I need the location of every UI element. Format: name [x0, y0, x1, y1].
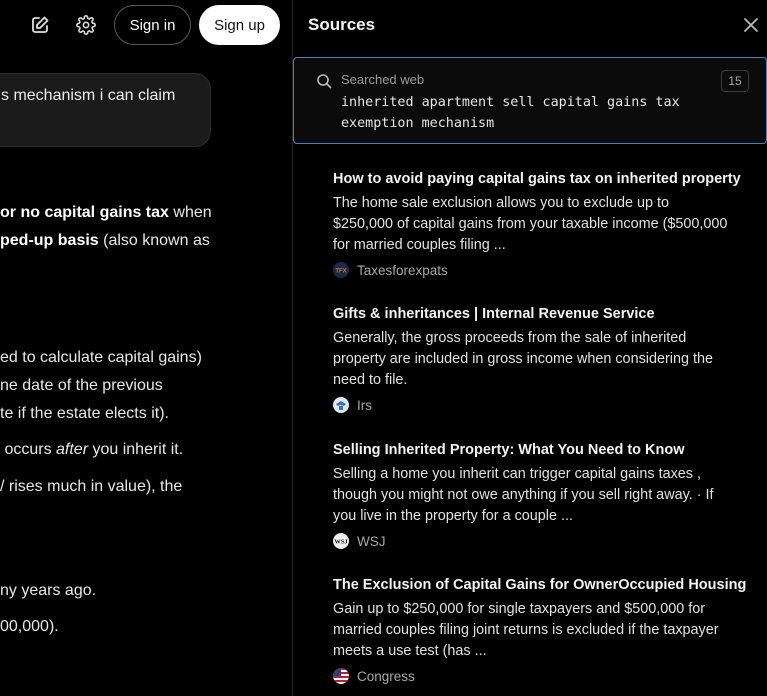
- irs-eagle-favicon-icon: [333, 397, 349, 413]
- search-query-text: inherited apartment sell capital gains tax exemption mechanism: [341, 95, 680, 131]
- gear-icon[interactable]: [69, 8, 103, 42]
- answer-line: or no capital gains tax when: [0, 204, 212, 221]
- taxesforexpats-favicon-icon: [333, 262, 349, 278]
- answer-line: occurs after you inherit it.: [0, 441, 184, 458]
- answer-line: te if the estate elects it).: [0, 405, 169, 422]
- result-title[interactable]: Selling Inherited Property: What You Need to Know: [333, 442, 685, 458]
- result-source-name: Taxesforexpats: [357, 262, 448, 278]
- result-title[interactable]: Gifts & inheritances | Internal Revenue Service: [333, 306, 655, 322]
- sign-up-button[interactable]: Sign up: [199, 5, 280, 45]
- user-message-text: s mechanism i can claim: [1, 87, 176, 104]
- result-snippet: Generally, the gross proceeds from the sale of inherited property are included in gross income when considering the need to file.: [333, 330, 713, 388]
- wsj-favicon-icon: [333, 533, 349, 549]
- user-message-bubble: [0, 73, 211, 147]
- result-source-name: WSJ: [357, 533, 386, 549]
- search-label: Searched web: [341, 72, 425, 87]
- answer-line: 00,000).: [0, 618, 59, 635]
- result-source: [333, 262, 733, 278]
- result-count-badge: 15: [721, 70, 749, 92]
- result-source: [333, 533, 733, 549]
- result-snippet: Gain up to $250,000 for single taxpayers and $500,000 for married couples filing joint returns is excluded if the taxpayer meets a use test (has ...: [333, 601, 719, 659]
- source-result[interactable]: [333, 442, 733, 549]
- answer-line: ne date of the previous: [0, 377, 163, 394]
- result-snippet: The home sale exclusion allows you to exclude up to $250,000 of capital gains from your taxable income ($500,000 for married couples filing ...: [333, 195, 728, 253]
- source-result[interactable]: [333, 171, 741, 278]
- result-title[interactable]: The Exclusion of Capital Gains for OwnerOccupied Housing: [333, 577, 747, 593]
- sources-panel: [293, 0, 767, 696]
- sign-in-button[interactable]: Sign in: [114, 5, 191, 45]
- search-query-card[interactable]: [293, 57, 767, 144]
- result-title[interactable]: How to avoid paying capital gains tax on inherited property: [333, 171, 741, 187]
- answer-line: ed to calculate capital gains): [0, 349, 202, 366]
- close-icon[interactable]: [739, 13, 763, 37]
- source-result[interactable]: [333, 306, 733, 413]
- svg-text:TFX: TFX: [335, 268, 347, 275]
- result-source: [333, 668, 733, 684]
- answer-line: / rises much in value), the: [0, 478, 183, 495]
- source-result[interactable]: [333, 577, 747, 684]
- search-icon: [316, 73, 332, 94]
- edit-icon[interactable]: [23, 8, 57, 42]
- result-source: [333, 397, 733, 413]
- us-flag-favicon-icon: [333, 668, 349, 684]
- result-source-name: Congress: [357, 668, 415, 684]
- result-source-name: Irs: [357, 397, 372, 413]
- answer-line: ped-up basis (also known as: [0, 232, 210, 249]
- sources-title: Sources: [308, 15, 376, 34]
- chat-pane: [0, 0, 292, 696]
- svg-text:WSJ: WSJ: [334, 538, 348, 546]
- result-snippet: Selling a home you inherit can trigger capital gains taxes , though you might not owe anything if you sell right away. · If you live in the property for a couple ...: [333, 466, 714, 524]
- answer-line: ny years ago.: [0, 582, 97, 599]
